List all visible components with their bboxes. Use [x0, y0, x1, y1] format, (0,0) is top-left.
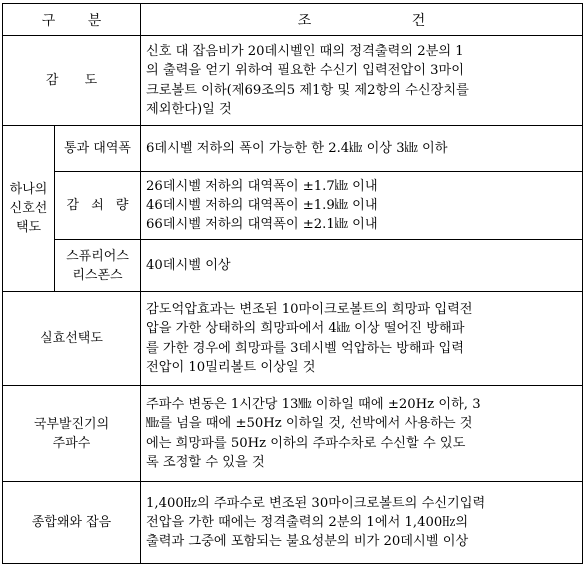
distortion-noise-line: 1,400㎐의 주파수로 변조된 30마이크로볼트의 수신기입력: [146, 495, 486, 511]
header-category: 구 분: [3, 4, 141, 36]
local-oscillator-condition: [141, 386, 583, 482]
passband-condition: 6데시벨 저하의 폭이 가능한 한 2.4㎑ 이상 3㎑ 이하: [141, 126, 583, 172]
passband-row: [3, 126, 583, 172]
label-line: 주파수: [52, 435, 91, 451]
passband-label: 통과 대역폭: [55, 126, 141, 172]
spurious-row: [3, 240, 583, 292]
effective-selectivity-label: 실효선택도: [3, 292, 141, 386]
receiver-spec-table: [2, 3, 583, 564]
label-line: 국부발진기의: [33, 416, 110, 432]
attenuation-label: 감 쇠 량: [55, 172, 141, 240]
spurious-label: [55, 240, 141, 292]
label-line: 신호선: [9, 201, 48, 216]
header-condition: 조 건: [141, 4, 583, 36]
effective-selectivity-line: 압을 가한 상태하의 희망파에서 4㎑ 이상 떨어진 방해파: [146, 321, 465, 337]
effective-selectivity-line: 를 가한 경우에 희망파를 3데시벨 억압하는 방해파 입력: [146, 340, 464, 356]
effective-selectivity-line: 감도억압효과는 변조된 10마이크로볼트의 희망파 입력전: [146, 302, 473, 318]
effective-selectivity-row: [3, 292, 583, 386]
sensitivity-line: 제외한다)일 것: [146, 101, 232, 117]
sensitivity-line: 신호 대 잡음비가 20데시벨인 때의 정격출력의 2분의 1: [146, 44, 464, 60]
header-row: [3, 4, 583, 36]
label-line: 리스폰스: [72, 267, 123, 283]
distortion-noise-label: 종합왜와 잡음: [3, 482, 141, 564]
sensitivity-line: 크로볼트 이하(제69조의5 제1항 및 제2항의 수신장치를: [146, 82, 469, 98]
distortion-noise-row: [3, 482, 583, 564]
sensitivity-label: 감 도: [3, 36, 141, 126]
spec-table-wrapper: [2, 3, 583, 564]
sensitivity-line: 의 출력을 얻기 위하여 필요한 수신기 입력전압이 3마이: [146, 63, 464, 79]
local-oscillator-line: 에는 희망파를 50Hz 이하의 주파수차로 수신할 수 있도: [146, 435, 466, 451]
local-oscillator-row: [3, 386, 583, 482]
label-line: 하나의: [9, 182, 48, 197]
label-line: 스퓨리어스: [66, 248, 129, 264]
sensitivity-condition: [141, 36, 583, 126]
distortion-noise-line: 전압을 가한 때에는 정격출력의 2분의 1에서 1,400㎐의: [146, 514, 469, 530]
attenuation-line: 66데시벨 저하의 대역폭이 ±2.1㎑ 이내: [146, 217, 378, 233]
attenuation-line: 46데시벨 저하의 대역폭이 ±1.9㎑ 이내: [146, 197, 378, 213]
attenuation-line: 26데시벨 저하의 대역폭이 ±1.7㎑ 이내: [146, 178, 378, 194]
single-signal-selectivity-label: [3, 126, 55, 292]
local-oscillator-line: 록 조정할 수 있을 것: [146, 454, 265, 470]
effective-selectivity-condition: [141, 292, 583, 386]
distortion-noise-condition: [141, 482, 583, 564]
attenuation-row: [3, 172, 583, 240]
spurious-condition: 40데시벨 이상: [141, 240, 583, 292]
effective-selectivity-line: 전압이 10밀리볼트 이상일 것: [146, 359, 316, 375]
distortion-noise-line: 출력과 그중에 포함되는 불요성분의 비가 20데시벨 이상: [146, 534, 469, 550]
sensitivity-row: [3, 36, 583, 126]
local-oscillator-line: 주파수 변동은 1시간당 13㎒ 이하일 때에 ±20Hz 이하, 3: [146, 397, 481, 413]
local-oscillator-label: [3, 386, 141, 482]
label-line: 택도: [15, 220, 42, 235]
local-oscillator-line: ㎒를 넘을 때에 ±50Hz 이하일 것, 선박에서 사용하는 것: [146, 416, 473, 432]
attenuation-condition: [141, 172, 583, 240]
